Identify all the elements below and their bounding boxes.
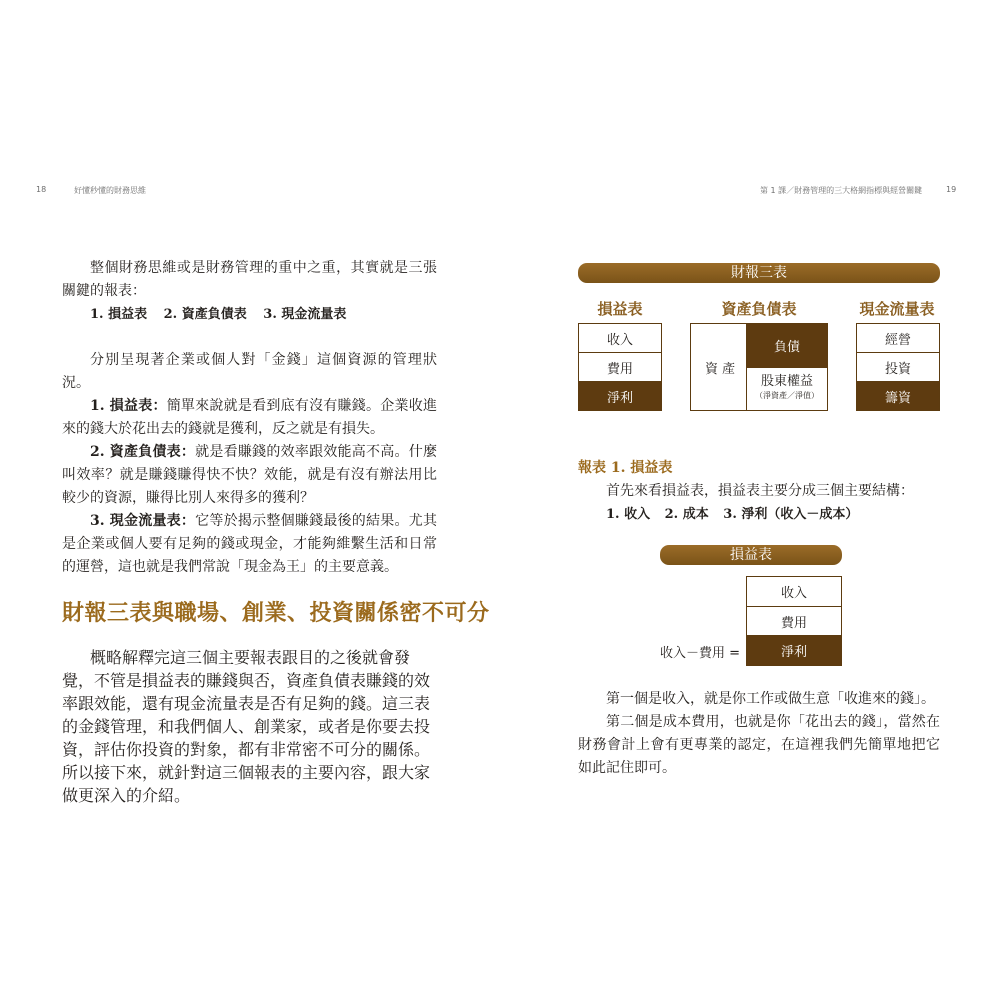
report-list [62,303,437,326]
page-number-left: 18 [36,185,47,194]
income-row-expense: 費用 [578,352,662,382]
diagram-banner: 財報三表 [578,263,940,283]
structure-list [578,503,940,526]
cash-flow-title: 現金流量表 [859,300,935,318]
formula-label: 收入－費用 = [659,646,740,661]
report-list-item: 3. 現金流量表 [263,307,347,322]
paragraph: 首先來看損益表，損益表主要分成三個主要結構： [606,483,914,499]
income-row-net-profit: 淨利 [578,381,662,411]
item-paragraph [62,510,437,579]
balance-sheet-title: 資產負債表 [721,300,797,318]
page-number-right: 19 [946,185,957,194]
item-paragraph [62,395,437,441]
structure-list-item: 1. 收入 [606,507,651,522]
paragraph: 第一個是收入，就是你工作或做生意「收進來的錢」。 [606,691,935,707]
right-page-body-2 [578,688,940,780]
intro-paragraph: 整個財務思維或是財務管理的重中之重，其實就是三張關鍵的報表： [62,260,437,299]
subsection-label: 報表 1. 損益表 [578,460,673,476]
cashflow-row-investing: 投資 [856,352,940,382]
report-list-item: 2. 資產負債表 [163,307,247,322]
asset-label: 資 產 [705,361,736,377]
item-text: 它等於揭示整個賺錢最後的結果。尤其是企業或個人要有足夠的錢或現金，才能夠維繫生活和日常的運營，這也就是我們常說「現金為王」的主要意義。 [62,513,437,575]
structure-list-item: 2. 成本 [664,507,709,522]
paragraph: 概略解釋完這三個主要報表跟目的之後就會發覺，不管是損益表的賺錢與否，資產負債表賺錢的效率跟效能，還有現金流量表是否有足夠的錢。這三表的金錢管理，和我們個人、創業家，或者是你要去投資，評估你投資的對象，都有非常密不可分的關係。所以接下來，就針對這三個報表的主要內容，跟大家做更深入的介紹。 [62,648,431,805]
running-title-left: 好懂秒懂的財務思維 [74,186,146,195]
item-label: 2. 資產負債表： [90,444,196,460]
income2-row-net-profit: 淨利 [746,635,842,666]
cashflow-row-operating: 經營 [856,323,940,353]
income2-row-expense: 費用 [746,606,842,636]
section-body [62,645,437,806]
left-page-body [62,257,437,579]
equity-note: （淨資產／淨值） [755,391,819,400]
paragraph: 分別呈現著企業或個人對「金錢」這個資源的管理狀況。 [62,352,437,391]
equity-label: 股東權益 [760,374,813,389]
equity-cell [746,367,828,411]
income-row-revenue: 收入 [578,323,662,353]
liability-cell: 負債 [746,323,828,368]
item-label: 3. 現金流量表： [90,513,196,529]
item-text: 就是看賺錢的效率跟效能高不高。什麼叫效率？就是賺錢賺得快不快？效能，就是有沒有辦法用比較少的資源，賺得比別人來得多的獲利？ [62,444,437,506]
item-label: 1. 損益表： [90,398,167,414]
income2-row-revenue: 收入 [746,576,842,607]
right-page-body [578,457,940,526]
report-list-item: 1. 損益表 [90,307,148,322]
structure-list-item: 3. 淨利（收入－成本） [723,507,859,522]
diagram2-banner: 損益表 [660,545,842,565]
paragraph: 第二個是成本費用，也就是你「花出去的錢」，當然在財務會計上會有更專業的認定，在這裡我們先簡單地把它如此記住即可。 [578,714,940,776]
income-statement-title: 損益表 [597,300,643,318]
running-title-right: 第 1 課／財務管理的三大格網指標與經營關鍵 [760,186,923,195]
item-text: 簡單來說就是看到底有沒有賺錢。企業收進來的錢大於花出去的錢就是獲利，反之就是有損失。 [62,398,437,437]
section-heading: 財報三表與職場、創業、投資關係密不可分 [62,600,490,626]
cashflow-row-financing: 籌資 [856,381,940,411]
item-paragraph [62,441,437,510]
